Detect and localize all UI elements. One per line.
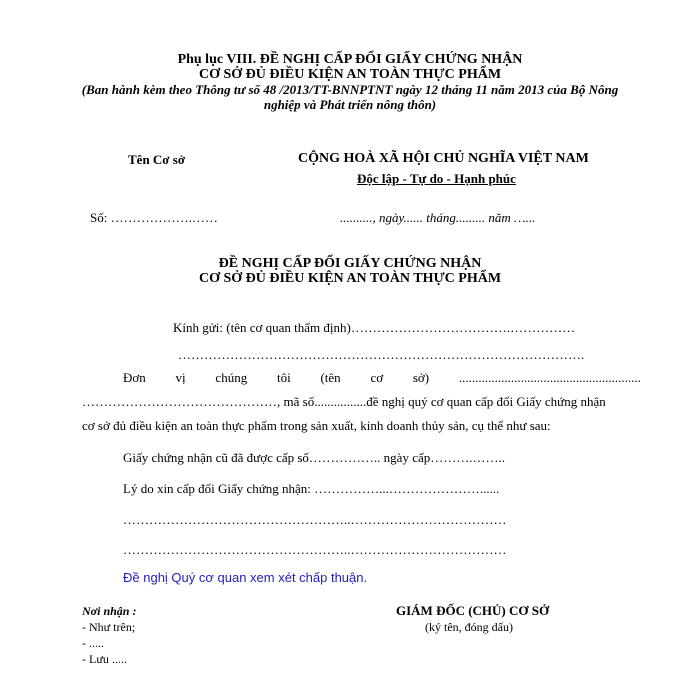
recipients-label: Nơi nhận : <box>82 604 137 618</box>
old-certificate-line: Giấy chứng nhận cũ đã được cấp số…………….. ngày cấp……….…….. <box>123 450 505 465</box>
para-word: chúng <box>215 370 248 385</box>
recipient-item: - Như trên; <box>82 620 136 634</box>
para-word: cơ <box>370 370 384 385</box>
recipient-line: Kính gửi: (tên cơ quan thẩm định)……………………………….…………… <box>173 320 576 335</box>
paragraph-line2: ………………………………………, mã số................đề nghị quý cơ quan cấp đổi Giấy chứng nhận <box>82 394 606 409</box>
document-number: Số: ……………….…… <box>90 210 218 225</box>
blank-line: ……………………………………………..……………………………… <box>123 512 507 527</box>
director-title: GIÁM ĐỐC (CHỦ) CƠ SỞ <box>396 603 550 618</box>
nation-title: CỘNG HOÀ XÃ HỘI CHỦ NGHĨA VIỆT NAM <box>298 151 589 166</box>
para-word: Đơn <box>123 370 146 385</box>
blank-line: ……………………………………………..……………………………… <box>123 542 507 557</box>
request-statement: Đề nghị Quý cơ quan xem xét chấp thuận. <box>123 570 368 585</box>
para-word: sở) <box>412 370 430 385</box>
motto: Độc lập - Tự do - Hạnh phúc <box>357 171 516 186</box>
para-word: tôi <box>276 370 291 385</box>
paragraph-line1 <box>123 370 641 386</box>
recipient-item: - ..... <box>82 636 104 650</box>
appendix-title: Phụ lục VIII. ĐỀ NGHỊ CẤP ĐỔI GIẤY CHỨNG NHẬN <box>177 52 523 67</box>
place-date-line: .........., ngày...... tháng......... năm …... <box>340 210 536 225</box>
form-title-line1: ĐỀ NGHỊ CẤP ĐỔI GIẤY CHỨNG NHẬN <box>218 256 482 271</box>
issued-note-line1: (Ban hành kèm theo Thông tư số 48 /2013/TT-BNNPTNT ngày 12 tháng 11 năm 2013 của Bộ Nông <box>81 82 619 97</box>
form-title-line2: CƠ SỞ ĐỦ ĐIỀU KIỆN AN TOÀN THỰC PHẨM <box>198 271 502 286</box>
para-word: ........................................................ <box>458 370 641 385</box>
para-word: vị <box>175 370 186 385</box>
recipient-continuation: …………………………………………………………………………………. <box>178 347 585 362</box>
para-word: (tên <box>320 370 341 385</box>
director-note: (ký tên, đóng dấu) <box>425 620 513 634</box>
reason-line: Lý do xin cấp đổi Giấy chứng nhận: ……………...…………………...... <box>123 481 500 496</box>
issued-note-line2: nghiệp và Phát triển nông thôn) <box>263 97 437 112</box>
facility-name-label: Tên Cơ sở <box>128 152 186 167</box>
appendix-subtitle: CƠ SỞ ĐỦ ĐIỀU KIỆN AN TOÀN THỰC PHẨM <box>198 67 502 82</box>
recipient-item: - Lưu ..... <box>82 652 127 666</box>
paragraph-line3: cơ sở đủ điều kiện an toàn thực phẩm trong sản xuất, kinh doanh thủy sản, cụ thể như sau: <box>82 418 551 433</box>
